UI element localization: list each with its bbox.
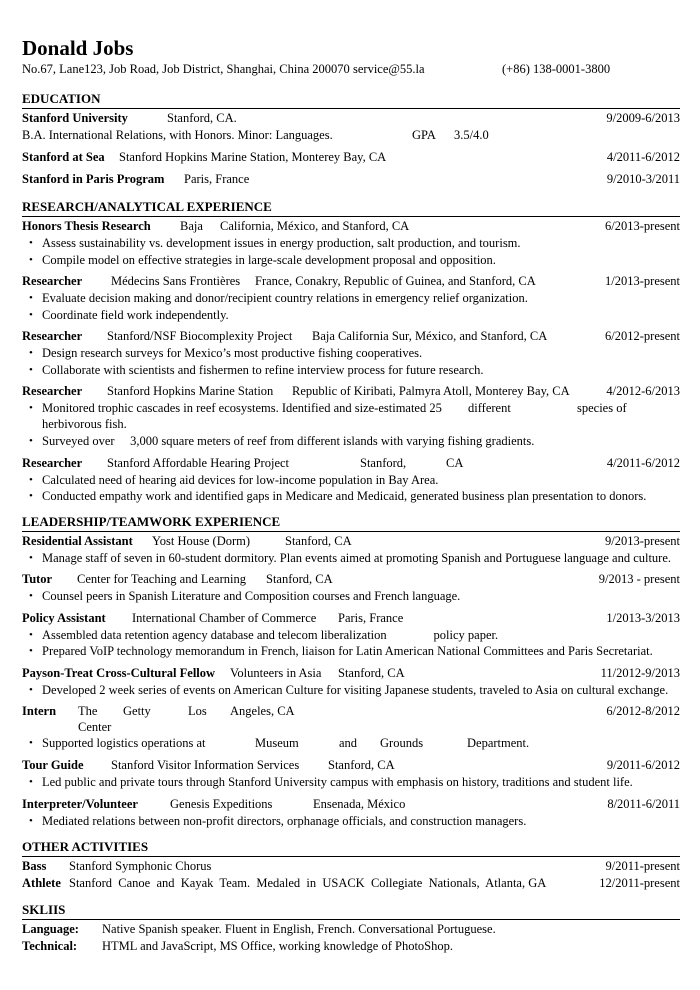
gpa-value: 3.5/4.0 xyxy=(454,128,489,142)
org: Stanford/NSF Biocomplexity Project xyxy=(107,329,293,343)
location: CA xyxy=(446,455,464,470)
location: Ensenada, México xyxy=(313,796,406,811)
org: Stanford Visitor Information Services xyxy=(111,758,300,772)
bullet-text: species of xyxy=(577,401,627,415)
location: California, México, and Stanford, CA xyxy=(220,219,410,233)
contact-line xyxy=(22,62,680,78)
gpa-label: GPA xyxy=(412,128,436,142)
bullet-text: policy paper. xyxy=(433,627,499,642)
section-divider xyxy=(22,216,680,217)
bullet: • Developed 2 week series of events on American Culture for visiting Japanese students, traveled to Asia on cultural exchange. xyxy=(22,682,680,699)
research-section xyxy=(22,199,680,505)
org: Center xyxy=(78,720,112,734)
skill-label: Technical: xyxy=(22,939,78,953)
bullet: • Conducted empathy work and identified gaps in Medicare and Medicaid, generated business plan presentation to donors. xyxy=(22,488,680,505)
activity-date: 12/2011-present xyxy=(599,876,680,890)
location: Stanford, CA xyxy=(285,533,352,548)
location: France, Conakry, Republic of Guinea, and Stanford, CA xyxy=(255,274,536,288)
date: 1/2013-present xyxy=(605,274,680,288)
bullet xyxy=(22,400,680,433)
activity-text: Stanford Symphonic Chorus xyxy=(69,859,212,873)
bullet-text: herbivorous fish. xyxy=(42,417,127,431)
org: Médecins Sans Frontières xyxy=(111,274,241,288)
address: No.67, Lane123, Job Road, Job District, Shanghai, China 200070 xyxy=(22,62,350,76)
role: Intern xyxy=(22,704,57,718)
role: Residential Assistant xyxy=(22,533,133,548)
role: Tour Guide xyxy=(22,758,84,772)
org: Baja xyxy=(180,219,203,233)
role: Policy Assistant xyxy=(22,610,106,625)
bullet-text: Museum xyxy=(255,736,299,750)
bullet: • Manage staff of seven in 60-student dormitory. Plan events aimed at promoting Spanish and Portuguese language and culture. xyxy=(22,550,680,567)
bullet: • Assess sustainability vs. development issues in energy production, salt production, and tourism. xyxy=(22,235,680,252)
role: Researcher xyxy=(22,455,83,470)
other-activities-section xyxy=(22,839,680,892)
research-entry xyxy=(22,455,680,505)
bullet: • Led public and private tours through Stanford University campus with emphasis on history, traditions and student life. xyxy=(22,774,680,791)
skill-text: Native Spanish speaker. Fluent in English, French. Conversational Portuguese. xyxy=(102,922,496,936)
date: 11/2012-9/2013 xyxy=(600,665,680,680)
leadership-entry xyxy=(22,571,680,605)
leadership-section xyxy=(22,514,680,830)
org: Stanford Hopkins Marine Station xyxy=(107,384,274,398)
bullet-text: and xyxy=(339,736,358,750)
school-date: 9/2009-6/2013 xyxy=(606,111,680,125)
resume-page xyxy=(22,36,680,955)
research-entry xyxy=(22,273,680,323)
date: 4/2011-6/2012 xyxy=(606,455,680,470)
activity-label: Athlete xyxy=(22,876,61,890)
location: Baja California Sur, México, and Stanford, CA xyxy=(312,329,548,343)
research-entry xyxy=(22,383,680,450)
school-name: Stanford in Paris Program xyxy=(22,172,165,186)
location: Stanford, xyxy=(360,455,407,470)
date: 4/2012-6/2013 xyxy=(606,384,680,398)
bullet: • Evaluate decision making and donor/recipient country relations in emergency relief organization. xyxy=(22,290,680,307)
section-divider xyxy=(22,856,680,857)
activity-row xyxy=(22,858,680,875)
section-title: RESEARCH/ANALYTICAL EXPERIENCE xyxy=(22,199,272,214)
section-divider xyxy=(22,108,680,109)
candidate-name: Donald Jobs xyxy=(22,36,134,60)
bullet xyxy=(22,433,680,450)
school-name: Stanford University xyxy=(22,111,128,125)
org: Getty xyxy=(123,704,151,718)
email: service@55.la xyxy=(353,62,425,76)
education-stanford xyxy=(22,110,680,127)
school-location: Stanford Hopkins Marine Station, Monterey Bay, CA xyxy=(119,150,387,164)
bullet-text: Department. xyxy=(467,736,530,750)
date: 6/2013-present xyxy=(605,219,680,233)
school-name: Stanford at Sea xyxy=(22,150,105,164)
bullet-text: different xyxy=(468,401,511,415)
location: Paris, France xyxy=(338,610,404,625)
role: Researcher xyxy=(22,329,83,343)
org: Los xyxy=(188,704,207,718)
location: Republic of Kiribati, Palmyra Atoll, Monterey Bay, CA xyxy=(292,384,570,398)
date: 9/2013 - present xyxy=(598,572,680,586)
date: 6/2012-8/2012 xyxy=(606,704,680,718)
bullet-text: • Monitored trophic cascades in reef ecosystems. Identified and size-estimated 25 xyxy=(42,401,442,415)
org: Angeles, CA xyxy=(230,704,295,718)
skill-label: Language: xyxy=(22,922,79,936)
location: Stanford, CA xyxy=(338,665,405,680)
bullet: • Calculated need of hearing aid devices for low-income population in Bay Area. xyxy=(22,472,680,489)
org: Yost House (Dorm) xyxy=(152,533,251,548)
activity-date: 9/2011-present xyxy=(605,859,680,873)
skills-section xyxy=(22,902,680,955)
section-title: OTHER ACTIVITIES xyxy=(22,839,149,854)
org: Center for Teaching and Learning xyxy=(77,572,246,586)
bullet-text: 3,000 square meters of reef from different islands with varying fishing gradients. xyxy=(130,434,535,448)
org: Genesis Expeditions xyxy=(170,796,273,811)
research-entry xyxy=(22,218,680,268)
education-sea xyxy=(22,149,680,166)
leadership-entry xyxy=(22,665,680,699)
date: 1/2013-3/2013 xyxy=(606,610,680,625)
role: Tutor xyxy=(22,572,53,586)
date: 8/2011-6/2011 xyxy=(607,796,680,811)
education-paris xyxy=(22,171,680,188)
school-location: Stanford, CA. xyxy=(167,111,237,125)
bullet: • Prepared VoIP technology memorandum in French, liaison for Latin American National Committees and Paris Secretariat. xyxy=(22,643,680,660)
role: Interpreter/Volunteer xyxy=(22,796,138,811)
degree: B.A. International Relations, with Honors. Minor: Languages. xyxy=(22,128,333,142)
date: 9/2013-present xyxy=(605,533,680,548)
section-title: EDUCATION xyxy=(22,91,101,106)
role: Payson-Treat Cross-Cultural Fellow xyxy=(22,665,216,680)
bullet: • Coordinate field work independently. xyxy=(22,307,680,324)
section-divider xyxy=(22,531,680,532)
leadership-entry xyxy=(22,757,680,791)
section-title: LEADERSHIP/TEAMWORK EXPERIENCE xyxy=(22,513,281,529)
bullet-text: • Supported logistics operations at xyxy=(42,736,206,750)
leadership-entry xyxy=(22,703,680,752)
bullet: • Design research surveys for Mexico’s most productive fishing cooperatives. xyxy=(22,345,680,362)
org: Volunteers in Asia xyxy=(230,665,322,680)
activity-row xyxy=(22,875,680,892)
school-location: Paris, France xyxy=(184,172,250,186)
research-entry xyxy=(22,328,680,378)
location: Stanford, CA xyxy=(266,572,333,586)
role: Researcher xyxy=(22,384,83,398)
org: The xyxy=(78,704,98,718)
activity-text: Stanford Canoe and Kayak Team. Medaled in USACK Collegiate Nationals, Atlanta, GA xyxy=(69,876,547,890)
activity-label: Bass xyxy=(22,859,47,873)
school-date: 4/2011-6/2012 xyxy=(606,150,680,164)
section-divider xyxy=(22,919,680,920)
location: Stanford, CA xyxy=(328,758,395,772)
role: Researcher xyxy=(22,274,83,288)
leadership-entry xyxy=(22,533,680,567)
bullet xyxy=(22,735,680,752)
org: Stanford Affordable Hearing Project xyxy=(107,455,290,470)
bullet: • Counsel peers in Spanish Literature and Composition courses and French language. xyxy=(22,588,680,605)
leadership-entry xyxy=(22,610,680,660)
skill-row xyxy=(22,938,680,955)
bullet-text: Surveyed over xyxy=(42,434,115,448)
section-title: SKLIIS xyxy=(22,902,66,917)
skill-row xyxy=(22,921,680,938)
date: 6/2012-present xyxy=(605,329,680,343)
skill-text: HTML and JavaScript, MS Office, working knowledge of PhotoShop. xyxy=(102,939,454,953)
phone: (+86) 138-0001-3800 xyxy=(502,62,611,76)
bullet: • Collaborate with scientists and fishermen to refine interview process for future research. xyxy=(22,362,680,379)
education-section xyxy=(22,91,680,188)
bullet: • Compile model on effective strategies in large-scale development proposal and opposition. xyxy=(22,252,680,269)
school-date: 9/2010-3/2011 xyxy=(606,172,680,186)
degree-row xyxy=(22,127,680,144)
leadership-entry xyxy=(22,796,680,830)
bullet xyxy=(22,627,680,644)
org: International Chamber of Commerce xyxy=(132,610,317,625)
bullet-text: Grounds xyxy=(380,736,424,750)
bullet-text: Assembled data retention agency database and telecom liberalization xyxy=(42,627,387,642)
date: 9/2011-6/2012 xyxy=(606,758,680,772)
bullet: • Mediated relations between non-profit directors, orphanage officials, and construction managers. xyxy=(22,813,680,830)
role: Honors Thesis Research xyxy=(22,219,151,233)
